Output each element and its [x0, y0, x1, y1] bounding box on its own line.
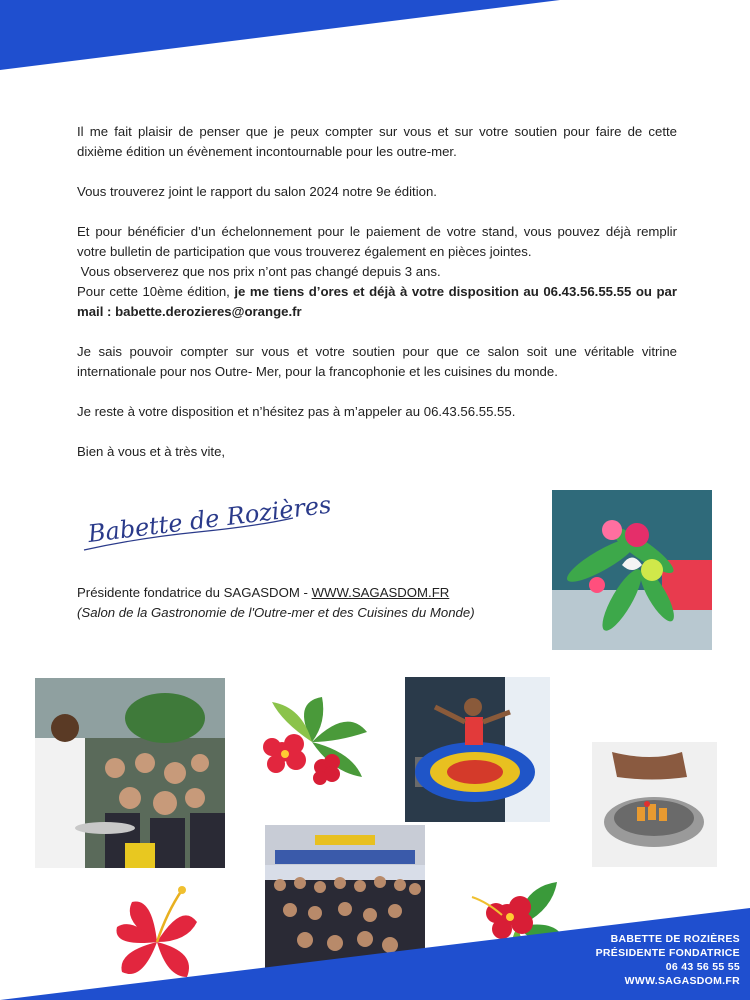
tropical-leaves-hibiscus-icon — [252, 692, 372, 792]
paragraph-4: Je sais pouvoir compter sur vous et votre soutien pour que ce salon soit une véritable vitrine internationale pour nos Outre- Mer, pour la francophonie et les cuisines du monde. — [77, 344, 677, 379]
photo-dancer — [405, 677, 550, 822]
handwritten-signature — [78, 488, 333, 558]
photo-flower-bouquet — [552, 490, 712, 650]
salon-subtitle: (Salon de la Gastronomie de l'Outre-mer et des Cuisines du Monde) — [77, 605, 475, 620]
paragraph-1: Il me fait plaisir de penser que je peux compter sur vous et sur votre soutien pour faire de cette dixième édition un évènement incontournable pour les outre-mer. — [77, 124, 677, 159]
contact-block — [596, 932, 740, 988]
photo-chef-serving — [35, 678, 225, 868]
top-blue-banner — [0, 0, 750, 80]
closing: Bien à vous et à très vite, — [77, 444, 226, 459]
letter-body — [77, 122, 677, 462]
contact-role: PRÉSIDENTE FONDATRICE — [595, 947, 740, 959]
signature-block — [77, 583, 475, 623]
paragraph-3c — [77, 282, 677, 322]
paragraph-5: Je reste à votre disposition et n’hésitez pas à m’appeler au 06.43.56.55.55. — [77, 404, 516, 419]
paragraph-2: Vous trouverez joint le rapport du salon 2024 notre 9e édition. — [77, 184, 437, 199]
paragraph-3b: Vous observerez que nos prix n’ont pas changé depuis 3 ans. — [77, 264, 441, 279]
contact-highlight: je me tiens d’ores et déjà à votre disposition au 06.43.56.55.55 ou par mail : babette.derozieres@orange.fr — [77, 284, 677, 319]
contact-website[interactable]: WWW.SAGASDOM.FR — [624, 975, 740, 987]
website-link[interactable]: WWW.SAGASDOM.FR — [311, 585, 450, 600]
contact-name: BABETTE DE ROZIÈRES — [610, 933, 740, 945]
contact-phone[interactable]: 06 43 56 55 55 — [665, 961, 740, 973]
svg-text:Babette de Rozières: Babette de Rozières — [86, 490, 333, 549]
paragraph-3c-plain: Pour cette 10ème édition, — [77, 284, 235, 299]
paragraph-3: Et pour bénéficier d’un échelonnement pour le paiement de votre stand, vous pouvez déjà remplir votre bulletin de participation que vous trouverez également en pièces jointes. — [77, 224, 677, 259]
signature-title: Présidente fondatrice du SAGASDOM - — [77, 585, 312, 600]
photo-plated-dish — [592, 742, 717, 867]
